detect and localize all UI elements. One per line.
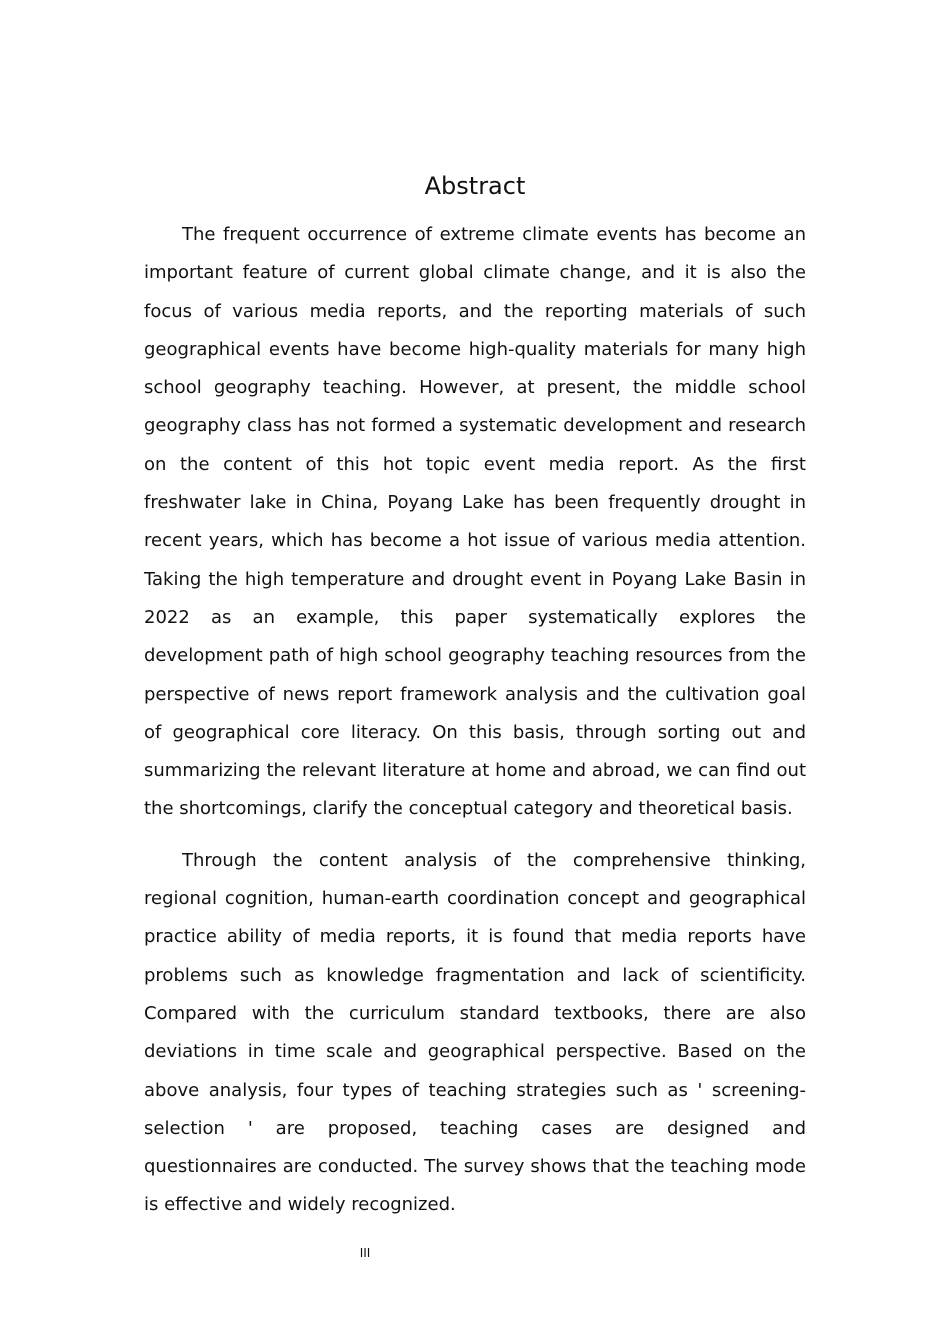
abstract-body <box>144 216 806 1238</box>
page-title: Abstract <box>424 172 526 200</box>
abstract-paragraph-2: Through the content analysis of the comprehensive thinking, regional cognition, human-earth coordination concept and geographical practice ability of media reports, it is found that media reports have problems such as knowledge fragmentation and lack of scientificity. Compared with the curriculum standard textbooks, there are also deviations in time scale and geographical perspective. Based on the above analysis, four types of teaching strategies such as ' screening-selection ' are proposed, teaching cases are designed and questionnaires are conducted. The survey shows that the teaching mode is effective and widely recognized. <box>144 849 806 1216</box>
page-number: III <box>359 1246 371 1260</box>
abstract-paragraph-1: The frequent occurrence of extreme climate events has become an important feature of current global climate change, and it is also the focus of various media reports, and the reporting materials of such geographical events have become high-quality materials for many high school geography teaching. However, at present, the middle school geography class has not formed a systematic development and research on the content of this hot topic event media report. As the first freshwater lake in China, Poyang Lake has been frequently drought in recent years, which has become a hot issue of various media attention. Taking the high temperature and drought event in Poyang Lake Basin in 2022 as an example, this paper systematically explores the development path of high school geography teaching resources from the perspective of news report framework analysis and the cultivation goal of geographical core literacy. On this basis, through sorting out and summarizing the relevant literature at home and abroad, we can find out the shortcomings, clarify the conceptual category and theoretical basis. <box>144 224 806 820</box>
